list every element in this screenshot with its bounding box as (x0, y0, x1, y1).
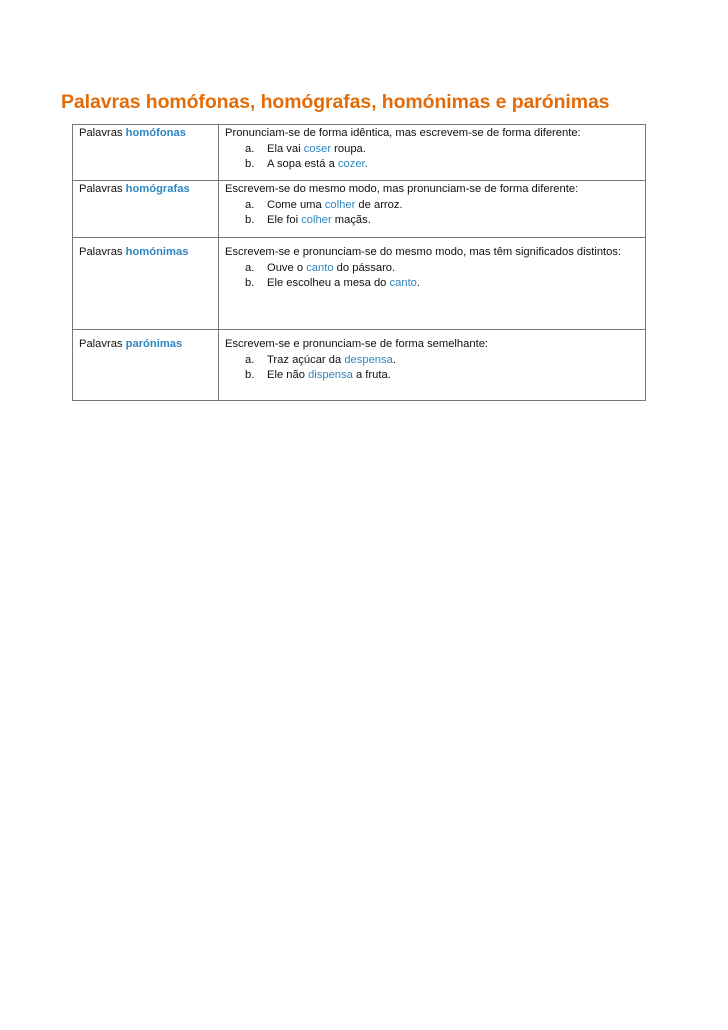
term-homofonas: homófonas (125, 127, 186, 139)
list-marker: a. (245, 261, 255, 274)
example-text: roupa. (331, 142, 366, 155)
list-marker: b. (245, 277, 255, 289)
row-label (73, 238, 219, 330)
highlighted-word: canto (306, 261, 334, 274)
term-homografas: homógrafas (125, 183, 190, 195)
table-row-paronimas (73, 330, 646, 401)
list-marker: b. (245, 158, 255, 170)
list-marker: a. (245, 353, 255, 366)
example-text: do pássaro. (333, 261, 396, 274)
examples-list (225, 353, 639, 384)
term-paronimas: parónimas (125, 338, 183, 350)
example-text: Ouve o (267, 261, 307, 274)
list-marker: a. (245, 198, 255, 211)
row-definition-cell (219, 330, 646, 401)
examples-list (225, 198, 639, 229)
label-prefix: Palavras (79, 183, 126, 195)
row-label (73, 330, 219, 401)
definition-text: Escrevem-se do mesmo modo, mas pronunciam-se de forma diferente: (225, 183, 579, 195)
row-definition-cell (219, 181, 646, 238)
example-text: maçãs. (331, 214, 371, 226)
list-item (245, 261, 639, 277)
row-definition-cell (219, 238, 646, 330)
example-text: Ele escolheu a mesa do (267, 277, 390, 289)
row-label (73, 181, 219, 238)
example-text: Ela vai (267, 142, 304, 155)
list-marker: a. (245, 142, 255, 155)
definition-text: Escrevem-se e pronunciam-se do mesmo modo, mas têm significados distintos: (225, 246, 622, 258)
highlighted-word: dispensa (308, 369, 353, 381)
examples-list (225, 261, 639, 292)
term-homonimas: homónimas (125, 246, 189, 258)
list-item (245, 368, 639, 384)
table-row-homonimas (73, 238, 646, 330)
example-text: Traz açúcar da (267, 353, 345, 366)
list-item (245, 213, 639, 229)
highlighted-word: cozer (337, 158, 365, 170)
row-label (73, 125, 219, 181)
examples-list (225, 142, 639, 173)
list-marker: b. (245, 214, 255, 226)
label-prefix: Palavras (79, 127, 126, 139)
example-text: Ele não (267, 369, 309, 381)
list-item (245, 157, 639, 173)
example-text: de arroz. (355, 198, 403, 211)
label-prefix: Palavras (79, 246, 126, 258)
list-marker: b. (245, 369, 255, 381)
example-text: . (364, 158, 368, 170)
list-item (245, 276, 639, 292)
list-item (245, 198, 639, 214)
example-text: a fruta. (352, 369, 391, 381)
label-prefix: Palavras (79, 338, 126, 350)
row-definition-cell (219, 125, 646, 181)
definition-text: Escrevem-se e pronunciam-se de forma semelhante: (225, 338, 489, 350)
list-item (245, 353, 639, 369)
definition-text: Pronunciam-se de forma idêntica, mas escrevem-se de forma diferente: (225, 127, 581, 139)
highlighted-word: canto (389, 277, 417, 289)
example-text: . (416, 277, 421, 289)
table-row-homofonas (73, 125, 646, 181)
example-text: A sopa está a (267, 158, 338, 170)
example-text: Come uma (267, 198, 325, 211)
example-text: . (392, 353, 396, 366)
table-row-homografas (73, 181, 646, 238)
example-text: Ele foi (267, 214, 302, 226)
highlighted-word: colher (324, 198, 356, 211)
highlighted-word: coser (303, 142, 332, 155)
highlighted-word: despensa (344, 353, 393, 366)
word-types-table (72, 124, 646, 401)
list-item (245, 142, 639, 158)
page-title: Palavras homófonas, homógrafas, homónimas e parónimas (61, 91, 610, 113)
highlighted-word: colher (301, 214, 332, 226)
